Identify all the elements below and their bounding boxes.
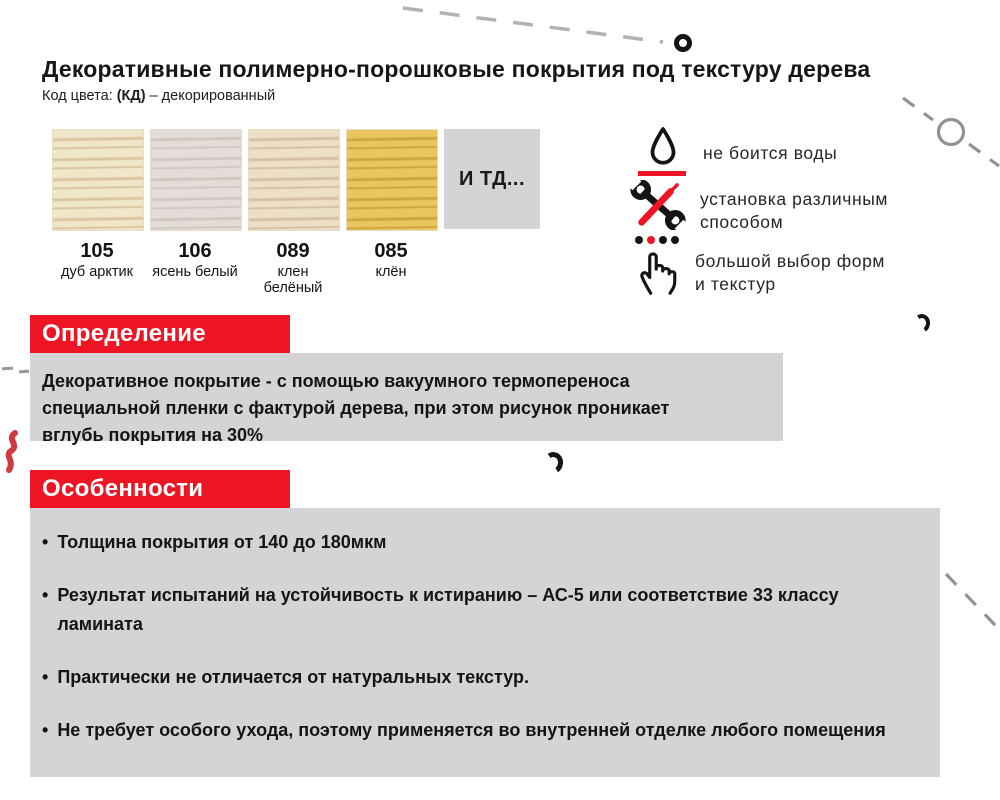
bullet-icon: • (42, 719, 49, 740)
swatch-name: клён (375, 264, 407, 280)
swatch-code: 085 (374, 240, 408, 262)
wood-texture-sample (150, 129, 242, 231)
wood-texture-sample (248, 129, 340, 231)
swatch-name: ясень белый (152, 264, 238, 280)
color-code-subtitle (42, 88, 275, 104)
bullet-icon: • (42, 584, 49, 605)
feature-text: Толщина покрытия от 140 до 180мкм (57, 532, 387, 552)
feature-item (42, 528, 887, 558)
tools-icon (628, 180, 688, 230)
wood-texture-sample (52, 129, 144, 231)
hand-tap-icon (636, 246, 682, 296)
dashed-line-bottom-right-icon (936, 562, 1000, 634)
feature-text: Не требует особого ухода, поэтому применяется во внутренней отделке любого помещения (57, 719, 886, 740)
dash-icon (2, 367, 13, 370)
subtitle-prefix: Код цвета: (42, 88, 117, 104)
swatch-089 (248, 129, 338, 296)
swatch-name: клен белёный (263, 264, 323, 296)
definition-header: Определение (30, 315, 290, 353)
bullet-icon: • (42, 667, 49, 688)
swatch-085 (346, 129, 436, 280)
swatch-code: 106 (178, 240, 212, 262)
feature-item (42, 581, 887, 640)
swatch-code: 105 (80, 240, 114, 262)
red-squiggle-icon (2, 430, 26, 474)
dashed-circle-right-icon (893, 92, 1000, 184)
comma-shape-icon (541, 450, 565, 476)
dash-icon (19, 370, 29, 373)
wood-texture-sample (346, 129, 438, 231)
subtitle-code: (КД) (116, 88, 146, 104)
benefit-label-water: не боится воды (703, 143, 838, 163)
features-header: Особенности (30, 470, 290, 508)
donut-circle-icon (674, 34, 692, 52)
feature-item (42, 716, 887, 746)
swatch-name: дуб арктик (61, 264, 133, 280)
swatch-105 (52, 129, 142, 280)
definition-text: специальной пленки с фактурой дерева, при этом рисунок проникает (42, 398, 670, 418)
dashed-line-top-icon (395, 0, 695, 50)
feature-text: Результат испытаний на устойчивость к истиранию – АС-5 или соответствие 33 классу ламината (57, 584, 839, 635)
comma-shape-icon (911, 312, 932, 334)
etc-placeholder-box: И ТД... (444, 129, 540, 229)
definition-text: Декоративное покрытие - с помощью вакуумного термопереноса (42, 371, 630, 391)
water-drop-icon (644, 126, 682, 168)
page-title: Декоративные полимерно-порошковые покрытия под текстуру дерева (42, 56, 871, 82)
swatch-106 (150, 129, 240, 280)
swatch-code: 089 (276, 240, 310, 262)
benefit-label-install: установка различным способом (700, 189, 889, 232)
benefit-label-choice: большой выбор форм и текстур (695, 251, 886, 294)
feature-item (42, 663, 887, 693)
definition-panel (30, 353, 783, 445)
definition-text: вглубь покрытия на 30% (42, 425, 264, 445)
subtitle-suffix: – декорированный (145, 88, 276, 104)
selection-dots-icon (635, 236, 679, 244)
features-panel (30, 508, 940, 777)
bullet-icon: • (42, 532, 49, 552)
red-underline (638, 171, 686, 176)
feature-text: Практически не отличается от натуральных текстур. (57, 667, 529, 688)
